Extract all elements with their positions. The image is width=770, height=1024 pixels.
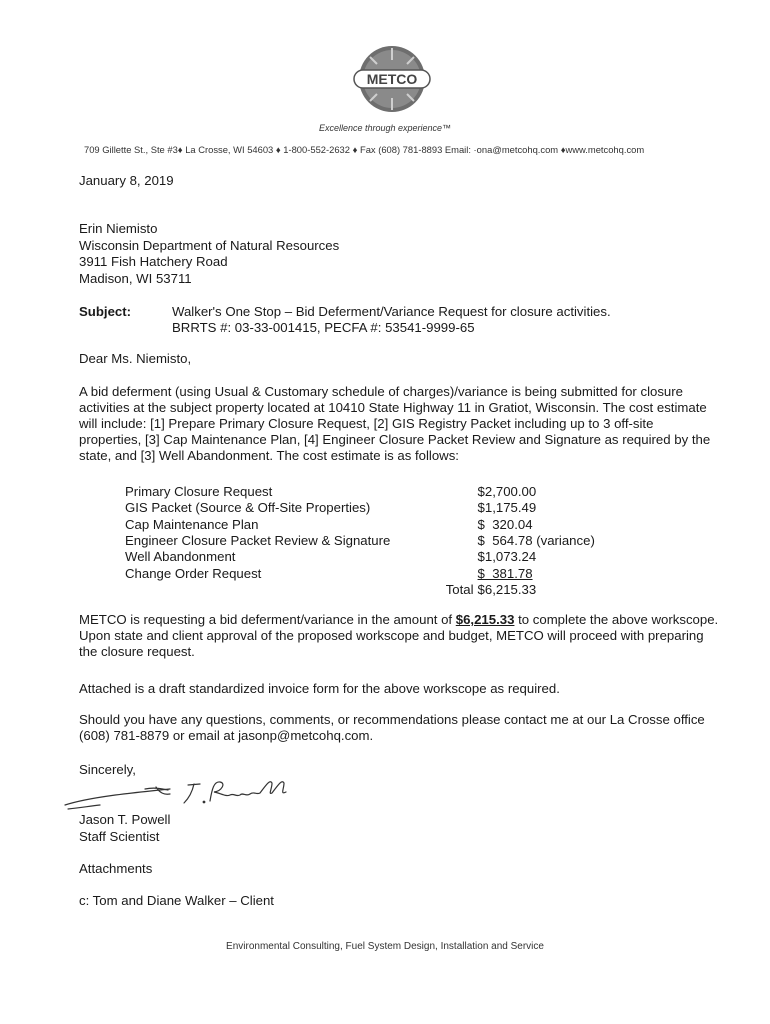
subject-block bbox=[172, 304, 611, 336]
cost-total-amount: $6,215.33 bbox=[477, 581, 537, 597]
paragraph-attached: Attached is a draft standardized invoice form for the above workscope as required. bbox=[79, 681, 560, 696]
handwritten-signature bbox=[60, 775, 300, 815]
letterhead-address: 709 Gillette St., Ste #3♦ La Crosse, WI 54603 ♦ 1-800-552-2632 ♦ Fax (608) 781-8893 Email: ·ona@metcohq.com ♦www.metcohq.com bbox=[84, 144, 645, 155]
attachments-note: Attachments bbox=[79, 861, 153, 876]
request-text-after: to complete the above workscope. Upon state and client approval of the proposed workscope and budget, METCO will proceed with preparing the closure request. bbox=[79, 612, 719, 659]
cost-total-label: Total bbox=[445, 581, 474, 597]
signer-name: Jason T. Powell bbox=[79, 812, 171, 827]
cost-row bbox=[125, 533, 645, 549]
salutation: Dear Ms. Niemisto, bbox=[79, 351, 192, 366]
cost-estimate-table bbox=[125, 484, 645, 598]
cost-item-label: GIS Packet (Source & Off-Site Properties) bbox=[125, 500, 371, 516]
recipient-city: Madison, WI 53711 bbox=[79, 270, 192, 286]
cost-item-label: Change Order Request bbox=[125, 565, 262, 581]
cost-item-label: Engineer Closure Packet Review & Signature bbox=[125, 533, 391, 549]
cost-row bbox=[125, 517, 645, 533]
cc-line: c: Tom and Diane Walker – Client bbox=[79, 893, 274, 908]
paragraph-intro: A bid deferment (using Usual & Customary schedule of charges)/variance is being submitted for closure activities at the subject property located at 10410 State Highway 11 in Gratiot, Wisconsin. The cost estimate will include: [1] Prepare Primary Closure Request, [2] GIS Registry Packet including up to 3 off-site properties, [3] Cap Maintenance Plan, [4] Engineer Closure Packet Review and Signature as required by the state, and [3] Well Abandonment. The cost estimate is as follows: bbox=[79, 384, 711, 463]
request-text-before: METCO is requesting a bid deferment/variance in the amount of bbox=[79, 612, 456, 627]
recipient-name: Erin Niemisto bbox=[79, 221, 158, 236]
footer-services: Environmental Consulting, Fuel System Design, Installation and Service bbox=[226, 941, 544, 952]
subject-line-1: Walker's One Stop – Bid Deferment/Variance Request for closure activities. bbox=[172, 304, 611, 319]
cost-item-amount: $2,700.00 bbox=[477, 484, 537, 500]
recipient-org: Wisconsin Department of Natural Resources bbox=[79, 237, 340, 253]
cost-item-amount: $ 320.04 bbox=[477, 516, 533, 532]
cost-item-amount: $1,073.24 bbox=[477, 549, 537, 565]
cost-item-label: Primary Closure Request bbox=[125, 484, 273, 500]
cost-item-amount: $ 564.78 (variance) bbox=[477, 533, 595, 549]
cost-row bbox=[125, 484, 645, 500]
cost-total-row bbox=[125, 582, 645, 598]
cost-item-amount: $ 381.78 bbox=[477, 565, 533, 581]
closing: Sincerely, bbox=[79, 762, 136, 777]
cost-row bbox=[125, 549, 645, 565]
subject-label: Subject: bbox=[79, 304, 132, 319]
recipient-street: 3911 Fish Hatchery Road bbox=[79, 254, 228, 269]
metco-logo bbox=[346, 44, 438, 126]
signer-block bbox=[79, 812, 170, 845]
cost-row bbox=[125, 500, 645, 516]
request-amount: $6,215.33 bbox=[455, 612, 515, 627]
paragraph-request bbox=[79, 612, 719, 660]
subject-line-2: BRRTS #: 03-33-001415, PECFA #: 53541-9999-65 bbox=[172, 320, 475, 335]
cost-item-label: Well Abandonment bbox=[125, 549, 236, 565]
letter-date: January 8, 2019 bbox=[79, 173, 174, 188]
cost-item-label: Cap Maintenance Plan bbox=[125, 516, 259, 532]
paragraph-contact: Should you have any questions, comments, or recommendations please contact me at our La Crosse office (608) 781-8879 or email at jasonp@metcohq.com. bbox=[79, 712, 705, 743]
tagline: Excellence through experience™ bbox=[318, 123, 452, 133]
logo-text: METCO bbox=[366, 71, 418, 87]
recipient-block bbox=[79, 221, 339, 287]
cost-row bbox=[125, 565, 645, 581]
cost-item-amount: $1,175.49 bbox=[477, 500, 537, 516]
signer-title: Staff Scientist bbox=[79, 828, 160, 844]
